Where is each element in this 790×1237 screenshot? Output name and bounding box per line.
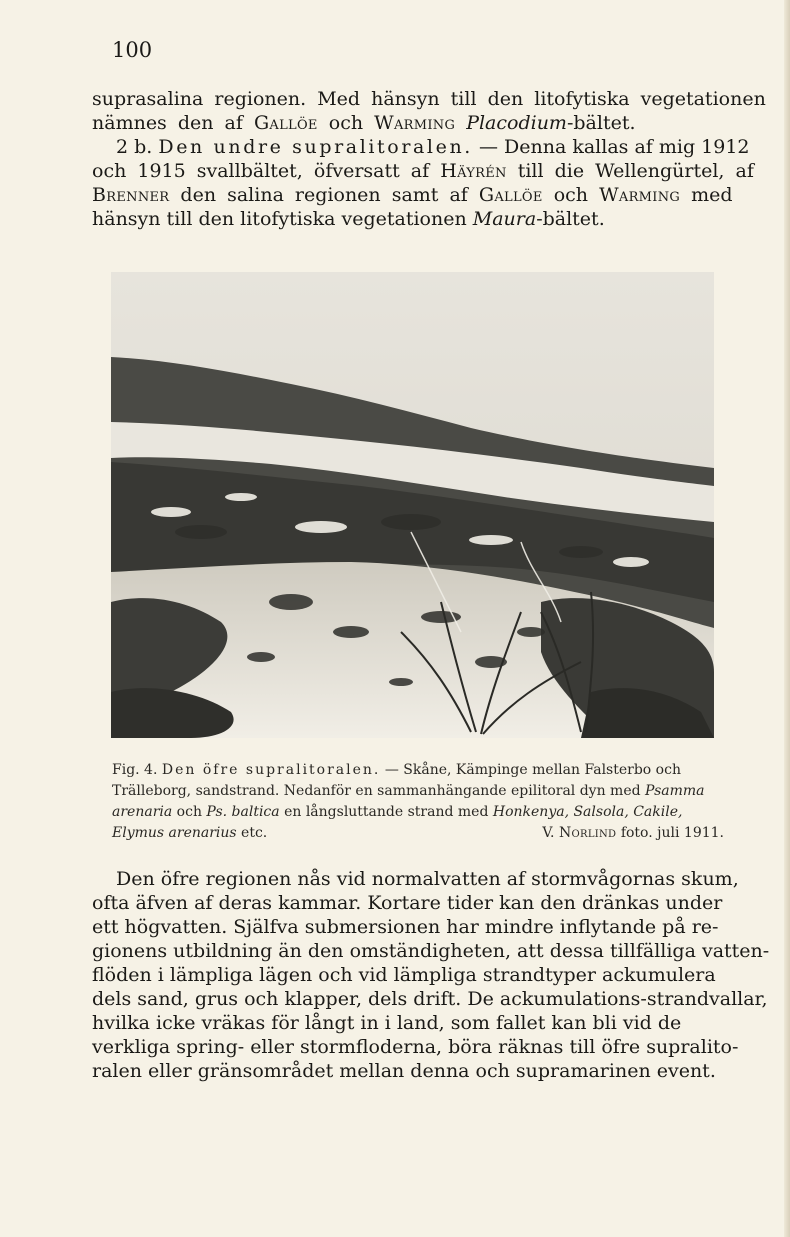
page-number: 100: [112, 38, 153, 62]
text-line: suprasalina regionen. Med hänsyn till den litofytiska vegetationen: [92, 88, 766, 110]
text-line: hänsyn till den litofytiska vegetationen Maura-bältet.: [92, 208, 605, 230]
figure-photo: [111, 272, 714, 738]
text-line: dels sand, grus och klapper, dels drift. De ackumulations-strandvallar,: [92, 988, 768, 1010]
text-line: ett högvatten. Själfva submersionen har mindre inflytande på re-: [92, 916, 719, 938]
text-line: verkliga spring- eller stormfloderna, böra räknas till öfre supralito-: [92, 1036, 739, 1058]
text-line: ralen eller gränsområdet mellan denna och supramarinen event.: [92, 1060, 716, 1082]
dune-photo-illustration: [111, 272, 714, 738]
text-line: Brenner den salina regionen samt af Gallöe och Warming med: [92, 184, 733, 206]
caption-line: Elymus arenarius etc. V. Norlind foto. juli 1911.: [112, 823, 724, 844]
caption-line: arenaria och Ps. baltica en långsluttande strand med Honkenya, Salsola, Cakile,: [112, 804, 683, 820]
photo-credit: V. Norlind foto. juli 1911.: [542, 825, 724, 841]
paragraph-top: [92, 87, 766, 231]
paragraph-bottom: [92, 867, 770, 1083]
text-line: nämnes den af Gallöe och Warming Placodium-bältet.: [92, 112, 636, 134]
section-heading: Den undre supralitoralen.: [158, 136, 473, 158]
text-line: och 1915 svallbältet, öfversatt af Häyrén till die Wellengürtel, af: [92, 160, 754, 182]
caption-line: Fig. 4. Den öfre supralitoralen. — Skåne, Kämpinge mellan Falsterbo och: [112, 762, 681, 778]
caption-line: Trälleborg, sandstrand. Nedanför en sammanhängande epilitoral dyn med Psamma: [112, 783, 705, 799]
text-line: 2 b. Den undre supralitoralen. — Denna kallas af mig 1912: [116, 136, 750, 158]
text-line: ofta äfven af deras kammar. Kortare tider kan den dränkas under: [92, 892, 723, 914]
text-line: flöden i lämpliga lägen och vid lämpliga strandtyper ackumulera: [92, 964, 716, 986]
text-line: gionens utbildning än den omständigheten, att dessa tillfälliga vatten-: [92, 940, 770, 962]
page-edge: [784, 0, 790, 1237]
figure-caption: [112, 760, 724, 844]
text-line: hvilka icke vräkas för långt in i land, som fallet kan bli vid de: [92, 1012, 682, 1034]
text-line: Den öfre regionen nås vid normalvatten af stormvågornas skum,: [116, 868, 739, 890]
